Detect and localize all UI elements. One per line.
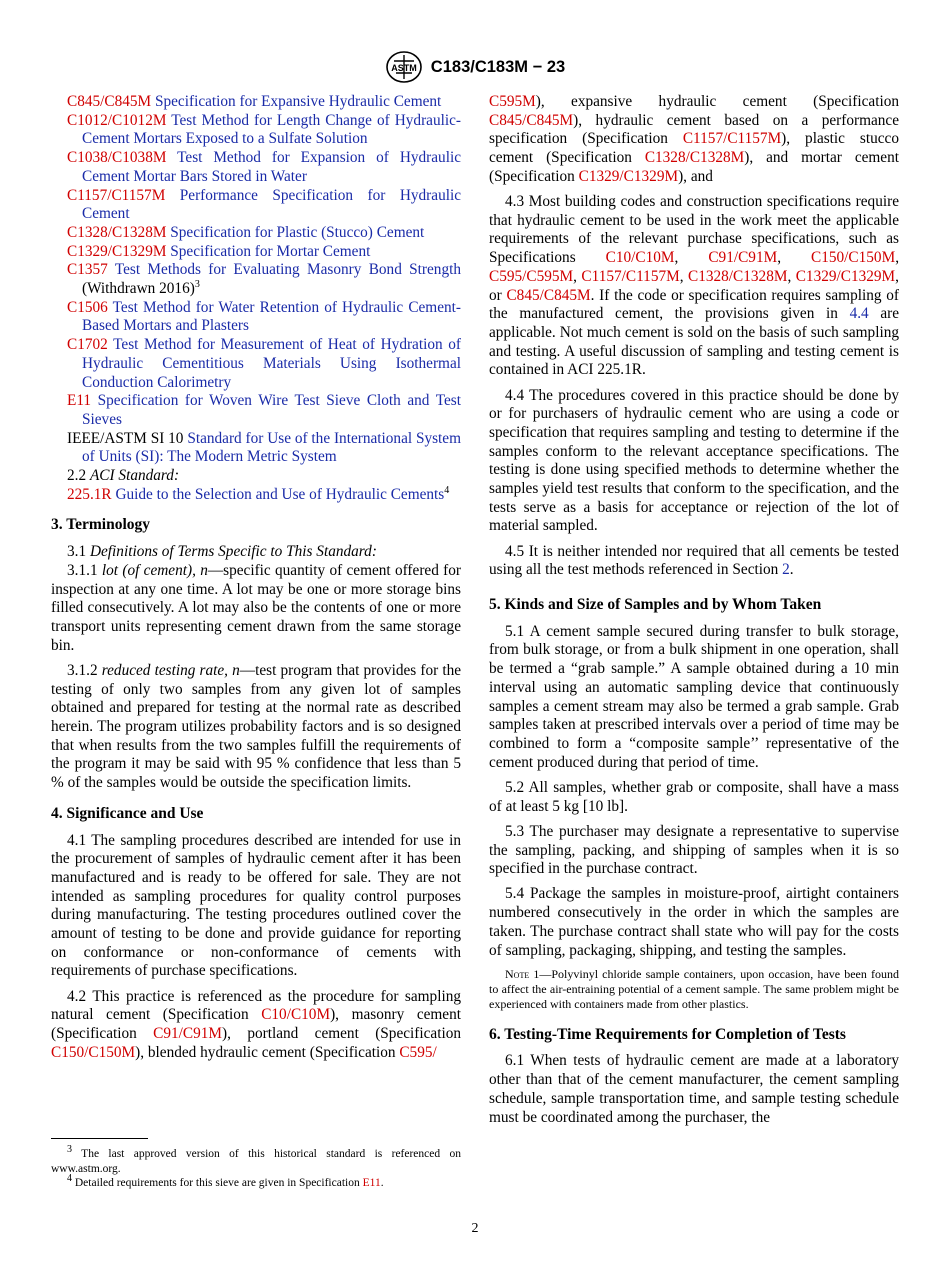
reference-item [51, 392, 461, 429]
reference-title-link[interactable]: Specification for Woven Wire Test Sieve Cloth and Test Sieves [82, 392, 462, 428]
section-heading-significance: 4. Significance and Use [51, 804, 204, 822]
reference-title-link[interactable]: Test Methods for Evaluating Masonry Bond Strength [114, 261, 461, 279]
reference-item [51, 224, 461, 243]
reference-item-aci [51, 486, 461, 505]
spec-link[interactable]: C150/C150M [51, 1043, 136, 1061]
paragraph-4-4: 4.4 The procedures covered in this practice should be done by or for purchasers of hydraulic cement who are using a code or specification that requires sampling and testing to determine if the samples conform to the relevant acceptance specifications. The testing is done using specified methods to determine whether the samples yield test results that conform to the specification, and the tests serve as a basis for acceptance or rejection of the lot of material sampled. [489, 386, 899, 535]
spec-link[interactable]: C1157/C1157M [581, 267, 680, 285]
footnote-marker[interactable]: 4 [444, 484, 450, 496]
paragraph-3-1-2: 3.1.2 reduced testing rate, n—test program that provides for the testing of only two samples from any given lot of samples obtained and prepared for testing at the normal rate as described herein. The program utilizes probability factors and is so designed that when results from the two samples fulfill the requirements of the program it may be said with 95 % confidence that less than 5 % of the samples would be outside the specification limits. [51, 661, 462, 792]
reference-code-link[interactable]: C1329/C1329M [67, 242, 167, 260]
reference-item [51, 187, 461, 224]
paragraph-4-5: 4.5 It is neither intended nor required that all cements be tested using all the test methods referenced in Section 2. [489, 542, 899, 579]
section-heading-testing-time: 6. Testing-Time Requirements for Completion of Tests [489, 1025, 846, 1043]
reference-title-link[interactable]: Standard for Use of the International System of Units (SI): The Modern Metric System [82, 429, 461, 466]
reference-code-link[interactable]: E11 [67, 392, 92, 410]
reference-item [51, 299, 461, 336]
reference-item [51, 261, 461, 298]
section-link[interactable]: 4.4 [849, 305, 869, 323]
svg-text:ASTM: ASTM [391, 63, 417, 73]
reference-code-link[interactable]: C1702 [67, 336, 108, 354]
reference-title-link[interactable]: Test Method for Water Retention of Hydraulic Cement-Based Mortars and Plasters [82, 298, 461, 335]
spec-link[interactable]: C91/C91M [153, 1025, 223, 1043]
spec-link[interactable]: C595/C595M [489, 267, 574, 285]
spec-link[interactable]: C1328/C1328M [644, 149, 745, 167]
reference-code-link[interactable]: C845/C845M [67, 93, 152, 110]
paragraph-4-2-continued: C595M), expansive hydraulic cement (Specification C845/C845M), hydraulic cement based on a performance specification (Specification C1157/C1157M), plastic stucco cement (Specification C1328/C1328M), and mortar cement (Specification C1329/C1329M), and [489, 93, 899, 185]
page-number: 2 [471, 1221, 479, 1236]
reference-item [51, 93, 461, 112]
reference-title-link[interactable]: Specification for Mortar Cement [170, 242, 371, 260]
spec-link[interactable]: C1329/C1329M [795, 267, 896, 285]
aci-standard-heading: 2.2 ACI Standard: [67, 467, 180, 485]
section-link[interactable]: 2 [782, 561, 790, 579]
reference-item-ieee [51, 430, 461, 467]
reference-list [51, 93, 461, 430]
spec-link[interactable]: C10/C10M [605, 249, 675, 267]
footnote-4: $^4$ Detailed requirements for this sieve are given in Specification E11. [67, 1173, 384, 1190]
note-1: Note 1—Polyvinyl chloride sample containers, upon occasion, have been found to affect the air-entraining potential of a cement sample. The same problem might be experienced with containers made from other plastics. [489, 966, 900, 1011]
footnote-3: $^3$ The last approved version of this historical standard is referenced on www.astm.org. [51, 1144, 461, 1175]
reference-title-link[interactable]: Specification for Plastic (Stucco) Cement [170, 223, 425, 241]
footnote-divider [51, 1138, 148, 1139]
section-heading-samples: 5. Kinds and Size of Samples and by Whom Taken [489, 596, 822, 614]
spec-link[interactable]: C91/C91M [708, 249, 778, 267]
spec-link[interactable]: C595M [489, 93, 536, 110]
paragraph-4-3: 4.3 Most building codes and construction specifications require that hydraulic cement to be used in the work meet the applicable requirements of the relevant purchase specifications, such as Specifications C10/C10M, C91/C91M, C150/C150M, C595/C595M, C1157/C1157M, C1328/C1328M, C1329/C1329M, or C845/C845M. If the code or specification requires sampling of the manufactured cement, the provisions given in 4.4 are applicable. Not much cement is sold on the basis of such sampling and testing. A useful discussion of sampling and testing cement is contained in ACI 225.1R. [489, 193, 900, 379]
reference-code-link[interactable]: C1157/C1157M [67, 186, 166, 204]
spec-link[interactable]: C1329/C1329M [578, 167, 679, 185]
paragraph-5-1: 5.1 A cement sample secured during transfer to bulk storage, from bulk storage, or from a bulk shipment in one operation, shall be termed a “grab sample.” A sample obtained during a 10 min interval using an automatic sampling device that continuously samples a cement stream may also be termed a grab sample. Grab samples taken at prescribed intervals over a period of time may be combined to form a “composite sample’’ representative of the cement produced during that period of time. [489, 622, 899, 771]
page-header [0, 50, 950, 84]
spec-link[interactable]: C10/C10M [261, 1006, 331, 1024]
reference-code-link[interactable]: C1357 [67, 261, 108, 279]
reference-code-link[interactable]: C1012/C1012M [67, 111, 167, 129]
spec-link[interactable]: C1157/C1157M [682, 130, 782, 148]
left-column [51, 93, 461, 1069]
section-heading-terminology: 3. Terminology [51, 516, 151, 534]
spec-link[interactable]: C845/C845M [506, 286, 591, 304]
reference-code-link[interactable]: C1038/C1038M [67, 149, 167, 167]
reference-title-link[interactable]: Test Method for Expansion of Hydraulic Cement Mortar Bars Stored in Water [82, 149, 461, 185]
withdrawn-note: (Withdrawn 2016) [82, 280, 195, 298]
reference-title-link[interactable]: Guide to the Selection and Use of Hydraulic Cements [115, 485, 445, 503]
spec-link[interactable]: C1328/C1328M [688, 267, 788, 285]
paragraph-6-1: 6.1 When tests of hydraulic cement are made at a laboratory other than that of the cement manufacturer, the cement sampling schedule, sample transportation time, and sample testing schedule must be coordinated among the purchaser, the [489, 1052, 899, 1126]
reference-title-link[interactable]: Performance Specification for Hydraulic Cement [82, 186, 462, 223]
reference-item [51, 243, 461, 262]
right-column [489, 93, 899, 1134]
reference-code-link[interactable]: 225.1R [67, 485, 112, 503]
paragraph-5-2: 5.2 All samples, whether grab or composite, shall have a mass of at least 5 kg [10 lb]. [489, 778, 899, 815]
spec-link[interactable]: C150/C150M [811, 249, 896, 267]
reference-code-link[interactable]: C1506 [67, 298, 108, 316]
spec-link[interactable]: C845/C845M [489, 111, 574, 129]
footnotes [51, 1138, 461, 1191]
spec-link-list: C10/C10M, C91/C91M, C150/C150M, C595/C595M, C1157/C1157M, C1328/C1328M, C1329/C1329M [489, 249, 900, 285]
reference-item [51, 336, 461, 392]
document-title: C183/C183M − 23 [430, 57, 566, 76]
astm-logo-icon [385, 50, 423, 84]
paragraph-5-4: 5.4 Package the samples in moisture-proof, airtight containers numbered consecutively in the order in which the samples are taken. The purchase contract shall state who will pay for the costs of sampling, packaging, shipping, and testing the samples. [489, 885, 899, 959]
footnote-marker[interactable]: 3 [194, 278, 200, 290]
paragraph-4-2: 4.2 This practice is referenced as the procedure for sampling natural cement (Specification C10/C10M), masonry cement (Specification C91/C91M), portland cement (Specification C150/C150M), blended hydraulic cement (Specification C595/ [51, 987, 461, 1061]
paragraph-5-3: 5.3 The purchaser may designate a representative to supervise the sampling, packing, and shipping of samples when it is so specified in the purchase contract. [489, 822, 899, 878]
reference-title-link[interactable]: Test Method for Measurement of Heat of Hydration of Hydraulic Cementitious Materials Using Isothermal Conduction Calorimetry [82, 336, 461, 391]
paragraph-4-1: 4.1 The sampling procedures described are intended for use in the procurement of samples of hydraulic cement after it has been manufactured and is ready to be offered for sale. They are not intended as sampling procedures for quality control purposes during manufacturing. The testing procedures outlined cover the amount of testing to be done and provide guidance for reporting on conformance or non-conformance of cements with requirements of purchase specifications. [51, 831, 461, 980]
reference-code-link[interactable]: C1328/C1328M [67, 223, 167, 241]
reference-title-link[interactable]: Specification for Expansive Hydraulic Cement [154, 93, 442, 110]
spec-link[interactable]: E11 [362, 1177, 381, 1190]
paragraph-3-1-1: 3.1.1 lot (of cement), n—specific quantity of cement offered for inspection at any one time. A lot may be one or more storage bins filled consecutively. A lot may also be the contents of one or more transport units representing cement drawn from the same storage bin. [51, 561, 461, 654]
reference-title-link[interactable]: Test Method for Length Change of Hydraulic-Cement Mortars Exposed to a Sulfate Solution [82, 111, 461, 148]
reference-item [51, 149, 461, 186]
paragraph-3-1: 3.1 Definitions of Terms Specific to This Standard: [67, 543, 377, 561]
reference-item [51, 112, 461, 149]
reference-code: IEEE/ASTM SI 10 [67, 429, 184, 447]
